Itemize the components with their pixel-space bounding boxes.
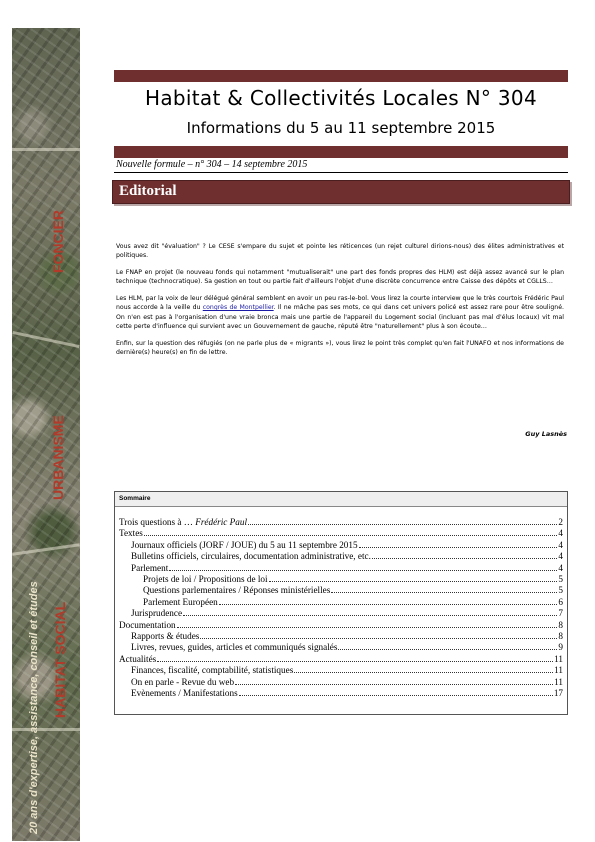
- toc-page-number: 4: [558, 539, 563, 550]
- toc-entry[interactable]: [119, 540, 563, 551]
- toc-entry-label: [119, 654, 156, 665]
- toc-entry[interactable]: [119, 631, 563, 642]
- toc-entry-text: On en parle - Revue du web: [131, 676, 235, 687]
- toc-entry-text: Projets de loi / Propositions de loi: [143, 574, 268, 585]
- editorial-paragraph: [116, 294, 564, 330]
- toc-entry-text: Journaux officiels (JORF / JOUE) du 5 au 11 septembre 2015: [131, 539, 358, 550]
- side-subtitle: 20 ans d'expertise, assistance, conseil et études: [28, 581, 40, 834]
- toc-page-number: 6: [558, 596, 563, 607]
- toc-page-number: 11: [554, 676, 563, 687]
- toc-entry-text: Jurisprudence: [131, 608, 183, 619]
- title-bar-bottom: [114, 146, 568, 158]
- toc-entry-label: [131, 642, 337, 653]
- toc-page-number: 8: [558, 631, 563, 642]
- toc-leader-dots: [239, 695, 553, 696]
- toc-page-number: 8: [558, 619, 563, 630]
- toc-entry-text: Rapports & études: [131, 631, 200, 642]
- editorial-text: . Il ne mâche pas ses mots, ce qui dans cet univers policé est assez rare pour être souligné. On n'en est pas à l'organisation d'une vraie bronca mais une partie de l'appareil du Logement social (incluant pas mal d'élus locaux) vit mal cette perte d'influence qui survient avec un Gouvernement de gauche, réputé être "naturellement" plus à son écoute…: [116, 304, 564, 330]
- title-bar-top: [114, 70, 568, 82]
- strip-road-line: [12, 728, 80, 731]
- editorial-text: Les HLM, par la voix de leur délégué général semblent en avoir un peu ras-le-bol. Vous lirez la courte interview que le très courtois Frédéric Paul nous accorde à la veille du: [116, 295, 564, 312]
- toc-entry[interactable]: [119, 574, 563, 585]
- toc-leader-dots: [269, 581, 558, 582]
- toc-leader-dots: [144, 535, 558, 536]
- toc-page-number: 4: [558, 528, 563, 539]
- toc-page-number: 17: [553, 688, 563, 699]
- editorial-signature: Guy Lasnès: [525, 430, 567, 438]
- toc-leader-dots: [200, 638, 557, 639]
- congress-link[interactable]: congrès de Montpellier: [202, 304, 274, 312]
- toc-entry-label: [131, 563, 168, 574]
- toc-entry-label: [131, 631, 199, 642]
- toc-entry-text: Documentation: [119, 619, 176, 630]
- table-of-contents: [114, 491, 568, 715]
- newsletter-period: Informations du 5 au 11 septembre 2015: [186, 119, 496, 137]
- issue-line: Nouvelle formule – n° 304 – 14 septembre 2015: [116, 159, 308, 170]
- toc-entry-label: [131, 688, 238, 699]
- toc-entry[interactable]: [119, 642, 563, 653]
- toc-list: [115, 507, 567, 700]
- strip-road-line: [12, 148, 80, 151]
- toc-entry-text: Textes: [119, 528, 143, 539]
- toc-entry-label: [119, 517, 247, 528]
- toc-leader-dots: [338, 649, 557, 650]
- toc-entry-label: [143, 574, 268, 585]
- editorial-body: [116, 242, 564, 365]
- toc-page-number: 5: [558, 574, 563, 585]
- aerial-photo-strip: [12, 28, 80, 841]
- toc-leader-dots: [372, 558, 557, 559]
- toc-page-number: 11: [554, 665, 563, 676]
- toc-page-number: 4: [558, 551, 563, 562]
- toc-entry-label: [119, 528, 143, 539]
- toc-leader-dots: [294, 672, 553, 673]
- side-label-foncier: FONCIER: [50, 210, 66, 273]
- toc-entry[interactable]: [119, 620, 563, 631]
- toc-entry-text: Bulletins officiels, circulaires, documentation administrative, etc.: [131, 551, 371, 562]
- toc-entry[interactable]: [119, 585, 563, 596]
- toc-entry-text: Actualités: [119, 653, 157, 664]
- toc-entry[interactable]: [119, 654, 563, 665]
- newsletter-title: Habitat & Collectivités Locales N° 304: [145, 86, 537, 110]
- toc-page-number: 5: [558, 585, 563, 596]
- toc-heading: Sommaire: [115, 492, 567, 507]
- toc-page-number: 11: [554, 653, 563, 664]
- toc-entry-label: [131, 540, 358, 551]
- toc-entry[interactable]: [119, 665, 563, 676]
- toc-entry-label: [131, 665, 293, 676]
- toc-entry-emphasis: Frédéric Paul: [195, 517, 248, 527]
- toc-page-number: 9: [558, 642, 563, 653]
- toc-entry-text: Evènements / Manifestations: [131, 688, 238, 699]
- toc-leader-dots: [157, 661, 553, 662]
- toc-page-number: 7: [558, 608, 563, 619]
- toc-entry[interactable]: [119, 517, 563, 528]
- toc-entry-text: Livres, revues, guides, articles et communiqués signalés: [131, 642, 338, 653]
- toc-entry-text: Questions parlementaires / Réponses ministérielles: [143, 585, 331, 596]
- toc-leader-dots: [183, 615, 557, 616]
- toc-entry-text: Trois questions à …: [119, 517, 196, 527]
- toc-entry-text: Parlement: [131, 562, 169, 573]
- toc-leader-dots: [235, 684, 553, 685]
- toc-entry[interactable]: [119, 597, 563, 608]
- toc-entry-label: [131, 608, 182, 619]
- toc-entry[interactable]: [119, 563, 563, 574]
- toc-entry-label: [131, 677, 234, 688]
- toc-page-number: 4: [558, 562, 563, 573]
- toc-entry[interactable]: [119, 608, 563, 619]
- toc-entry-label: [131, 551, 371, 562]
- strip-road-line: [12, 331, 79, 348]
- editorial-paragraph: Enfin, sur la question des réfugiés (on ne parle plus de « migrants »), vous lirez le point très complet qu'en fait l'UNAFO et nos informations de dernière(s) heure(s) en fin de lettre.: [116, 339, 564, 356]
- toc-leader-dots: [177, 627, 558, 628]
- strip-road-line: [12, 543, 80, 555]
- toc-entry-label: [143, 585, 330, 596]
- side-label-habitat-social: HABITAT SOCIAL: [52, 601, 68, 718]
- toc-leader-dots: [248, 524, 557, 525]
- toc-leader-dots: [169, 570, 557, 571]
- toc-leader-dots: [359, 547, 558, 548]
- toc-entry-text: Parlement Européen: [143, 596, 218, 607]
- side-label-urbanisme: URBANISME: [50, 415, 66, 500]
- editorial-heading-bar: [112, 180, 570, 204]
- editorial-paragraph: Vous avez dit "évaluation" ? Le CESE s'empare du sujet et pointe les réticences (un rejet culturel dirions-nous) des élites administratives et politiques.: [116, 243, 564, 260]
- toc-entry[interactable]: [119, 528, 563, 539]
- toc-entry[interactable]: [119, 688, 563, 699]
- toc-page-number: 2: [558, 517, 563, 527]
- toc-entry-label: [119, 620, 176, 631]
- editorial-heading: Editorial: [119, 183, 177, 199]
- toc-entry[interactable]: [119, 677, 563, 688]
- toc-entry-label: [143, 597, 218, 608]
- issue-rule: [114, 172, 568, 173]
- toc-leader-dots: [331, 592, 557, 593]
- toc-leader-dots: [219, 604, 558, 605]
- toc-entry[interactable]: [119, 551, 563, 562]
- editorial-paragraph: Le FNAP en projet (le nouveau fonds qui notamment "mutualiserait" une part des fonds propres des HLM) est déjà assez avancé sur le plan technique (technocratique). Sa gestion en tout ou partie fait d'ailleurs l'objet d'une discrète concurrence entre Caisse des dépôts et CGLLS…: [116, 269, 564, 286]
- toc-entry-text: Finances, fiscalité, comptabilité, statistiques: [131, 665, 294, 676]
